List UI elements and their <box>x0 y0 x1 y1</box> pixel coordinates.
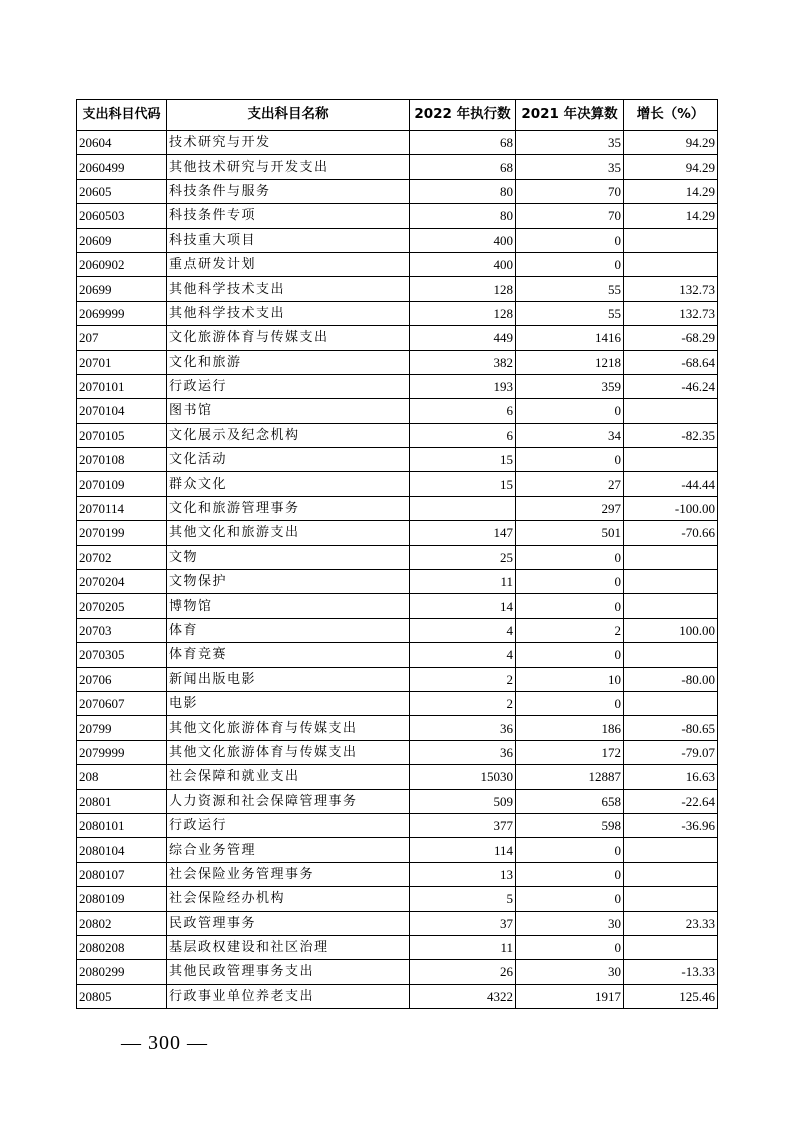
cell-name: 行政运行 <box>167 813 410 837</box>
cell-name: 其他文化旅游体育与传媒支出 <box>167 740 410 764</box>
table-row <box>77 423 718 447</box>
cell-final-2021: 10 <box>516 667 624 691</box>
cell-exec-2022: 2 <box>410 667 516 691</box>
cell-code: 2079999 <box>77 740 167 764</box>
cell-code: 207 <box>77 326 167 350</box>
cell-code: 2080101 <box>77 813 167 837</box>
cell-exec-2022: 15030 <box>410 765 516 789</box>
table-row <box>77 521 718 545</box>
cell-code: 20706 <box>77 667 167 691</box>
table-row <box>77 960 718 984</box>
table-row <box>77 155 718 179</box>
cell-code: 2070114 <box>77 496 167 520</box>
budget-expenditure-table <box>76 99 718 1009</box>
cell-name: 行政运行 <box>167 374 410 398</box>
cell-growth <box>624 887 718 911</box>
table-row <box>77 691 718 715</box>
cell-code: 2070105 <box>77 423 167 447</box>
cell-code: 20799 <box>77 716 167 740</box>
cell-name: 技术研究与开发 <box>167 131 410 155</box>
cell-code: 2080109 <box>77 887 167 911</box>
cell-exec-2022: 4 <box>410 618 516 642</box>
cell-name: 民政管理事务 <box>167 911 410 935</box>
cell-final-2021: 0 <box>516 570 624 594</box>
cell-final-2021: 2 <box>516 618 624 642</box>
cell-exec-2022: 6 <box>410 423 516 447</box>
table-row <box>77 326 718 350</box>
cell-final-2021: 0 <box>516 838 624 862</box>
table-row <box>77 594 718 618</box>
table-row <box>77 131 718 155</box>
table-row <box>77 472 718 496</box>
table-body <box>77 131 718 1009</box>
cell-final-2021: 0 <box>516 545 624 569</box>
cell-name: 新闻出版电影 <box>167 667 410 691</box>
cell-code: 2080107 <box>77 862 167 886</box>
cell-name: 其他文化旅游体育与传媒支出 <box>167 716 410 740</box>
cell-name: 体育 <box>167 618 410 642</box>
cell-growth <box>624 594 718 618</box>
cell-growth: -13.33 <box>624 960 718 984</box>
cell-growth <box>624 252 718 276</box>
cell-code: 2070101 <box>77 374 167 398</box>
cell-exec-2022: 26 <box>410 960 516 984</box>
cell-exec-2022: 114 <box>410 838 516 862</box>
cell-name: 社会保险经办机构 <box>167 887 410 911</box>
cell-growth: 14.29 <box>624 204 718 228</box>
cell-growth: 94.29 <box>624 155 718 179</box>
cell-name: 基层政权建设和社区治理 <box>167 935 410 959</box>
cell-code: 20604 <box>77 131 167 155</box>
cell-code: 2070104 <box>77 399 167 423</box>
table-row <box>77 179 718 203</box>
cell-code: 2070205 <box>77 594 167 618</box>
cell-final-2021: 0 <box>516 594 624 618</box>
cell-code: 2070305 <box>77 643 167 667</box>
cell-final-2021: 0 <box>516 228 624 252</box>
cell-code: 2070109 <box>77 472 167 496</box>
table-row <box>77 618 718 642</box>
cell-name: 文化展示及纪念机构 <box>167 423 410 447</box>
table-row <box>77 911 718 935</box>
cell-final-2021: 0 <box>516 862 624 886</box>
table-header-row <box>77 100 718 131</box>
cell-growth <box>624 570 718 594</box>
cell-growth: 14.29 <box>624 179 718 203</box>
table-row <box>77 643 718 667</box>
cell-code: 2070199 <box>77 521 167 545</box>
cell-exec-2022: 14 <box>410 594 516 618</box>
cell-code: 20699 <box>77 277 167 301</box>
cell-code: 20702 <box>77 545 167 569</box>
table-row <box>77 545 718 569</box>
table-row <box>77 716 718 740</box>
cell-name: 科技条件与服务 <box>167 179 410 203</box>
cell-name: 博物馆 <box>167 594 410 618</box>
table-row <box>77 789 718 813</box>
cell-name: 群众文化 <box>167 472 410 496</box>
cell-growth <box>624 838 718 862</box>
cell-growth <box>624 228 718 252</box>
cell-exec-2022: 80 <box>410 204 516 228</box>
header-code: 支出科目代码 <box>77 100 167 131</box>
cell-name: 科技条件专项 <box>167 204 410 228</box>
cell-name: 文物 <box>167 545 410 569</box>
cell-name: 文化活动 <box>167 448 410 472</box>
cell-final-2021: 0 <box>516 399 624 423</box>
cell-name: 社会保障和就业支出 <box>167 765 410 789</box>
table-row <box>77 838 718 862</box>
cell-growth: -80.00 <box>624 667 718 691</box>
cell-exec-2022: 15 <box>410 472 516 496</box>
cell-code: 2080104 <box>77 838 167 862</box>
cell-code: 2080299 <box>77 960 167 984</box>
cell-exec-2022: 2 <box>410 691 516 715</box>
cell-growth <box>624 399 718 423</box>
cell-exec-2022: 400 <box>410 252 516 276</box>
table-row <box>77 935 718 959</box>
cell-growth: -36.96 <box>624 813 718 837</box>
cell-final-2021: 30 <box>516 960 624 984</box>
cell-name: 社会保险业务管理事务 <box>167 862 410 886</box>
cell-growth <box>624 545 718 569</box>
cell-final-2021: 1218 <box>516 350 624 374</box>
header-final-2021: 2021 年决算数 <box>516 100 624 131</box>
header-growth: 增长（%） <box>624 100 718 131</box>
cell-final-2021: 0 <box>516 252 624 276</box>
cell-name: 文化和旅游 <box>167 350 410 374</box>
cell-exec-2022: 128 <box>410 277 516 301</box>
cell-exec-2022: 37 <box>410 911 516 935</box>
table-row <box>77 496 718 520</box>
cell-final-2021: 1917 <box>516 984 624 1008</box>
cell-code: 20701 <box>77 350 167 374</box>
cell-exec-2022: 193 <box>410 374 516 398</box>
cell-growth: 94.29 <box>624 131 718 155</box>
cell-final-2021: 0 <box>516 691 624 715</box>
cell-name: 行政事业单位养老支出 <box>167 984 410 1008</box>
cell-code: 2060503 <box>77 204 167 228</box>
cell-final-2021: 12887 <box>516 765 624 789</box>
cell-growth: 23.33 <box>624 911 718 935</box>
cell-growth <box>624 643 718 667</box>
cell-name: 人力资源和社会保障管理事务 <box>167 789 410 813</box>
cell-name: 其他技术研究与开发支出 <box>167 155 410 179</box>
cell-final-2021: 598 <box>516 813 624 837</box>
cell-final-2021: 186 <box>516 716 624 740</box>
table-row <box>77 277 718 301</box>
table-row <box>77 301 718 325</box>
cell-code: 20801 <box>77 789 167 813</box>
cell-exec-2022: 509 <box>410 789 516 813</box>
cell-name: 其他科学技术支出 <box>167 277 410 301</box>
cell-exec-2022: 400 <box>410 228 516 252</box>
cell-exec-2022: 68 <box>410 155 516 179</box>
table-row <box>77 204 718 228</box>
cell-growth: -100.00 <box>624 496 718 520</box>
cell-exec-2022: 13 <box>410 862 516 886</box>
cell-final-2021: 658 <box>516 789 624 813</box>
cell-code: 2069999 <box>77 301 167 325</box>
table-row <box>77 740 718 764</box>
cell-growth: 132.73 <box>624 277 718 301</box>
cell-growth: 16.63 <box>624 765 718 789</box>
cell-name: 文化和旅游管理事务 <box>167 496 410 520</box>
table-row <box>77 350 718 374</box>
cell-growth: 125.46 <box>624 984 718 1008</box>
cell-final-2021: 359 <box>516 374 624 398</box>
cell-final-2021: 1416 <box>516 326 624 350</box>
cell-growth <box>624 862 718 886</box>
table-row <box>77 862 718 886</box>
cell-growth: -44.44 <box>624 472 718 496</box>
cell-growth: -68.29 <box>624 326 718 350</box>
cell-code: 20605 <box>77 179 167 203</box>
table-row <box>77 448 718 472</box>
cell-growth: -22.64 <box>624 789 718 813</box>
cell-final-2021: 297 <box>516 496 624 520</box>
cell-name: 科技重大项目 <box>167 228 410 252</box>
cell-code: 20609 <box>77 228 167 252</box>
cell-exec-2022: 5 <box>410 887 516 911</box>
table-row <box>77 984 718 1008</box>
cell-growth: -70.66 <box>624 521 718 545</box>
cell-final-2021: 35 <box>516 131 624 155</box>
cell-code: 2070607 <box>77 691 167 715</box>
cell-name: 电影 <box>167 691 410 715</box>
cell-final-2021: 0 <box>516 887 624 911</box>
cell-final-2021: 30 <box>516 911 624 935</box>
cell-exec-2022: 15 <box>410 448 516 472</box>
cell-final-2021: 70 <box>516 179 624 203</box>
cell-growth: -80.65 <box>624 716 718 740</box>
cell-exec-2022: 377 <box>410 813 516 837</box>
cell-exec-2022: 449 <box>410 326 516 350</box>
header-name: 支出科目名称 <box>167 100 410 131</box>
cell-code: 20805 <box>77 984 167 1008</box>
cell-final-2021: 0 <box>516 935 624 959</box>
table-row <box>77 570 718 594</box>
cell-name: 文化旅游体育与传媒支出 <box>167 326 410 350</box>
cell-name: 重点研发计划 <box>167 252 410 276</box>
cell-name: 综合业务管理 <box>167 838 410 862</box>
cell-name: 体育竞赛 <box>167 643 410 667</box>
cell-code: 2070204 <box>77 570 167 594</box>
cell-final-2021: 501 <box>516 521 624 545</box>
cell-code: 208 <box>77 765 167 789</box>
cell-name: 其他文化和旅游支出 <box>167 521 410 545</box>
table-row <box>77 813 718 837</box>
table-row <box>77 374 718 398</box>
cell-exec-2022: 147 <box>410 521 516 545</box>
cell-exec-2022: 4 <box>410 643 516 667</box>
cell-growth: -68.64 <box>624 350 718 374</box>
cell-exec-2022: 68 <box>410 131 516 155</box>
cell-exec-2022: 4322 <box>410 984 516 1008</box>
cell-growth: 132.73 <box>624 301 718 325</box>
cell-code: 2070108 <box>77 448 167 472</box>
cell-exec-2022: 11 <box>410 570 516 594</box>
table-row <box>77 667 718 691</box>
cell-growth: -82.35 <box>624 423 718 447</box>
table-row <box>77 228 718 252</box>
cell-code: 2060902 <box>77 252 167 276</box>
cell-growth <box>624 448 718 472</box>
cell-final-2021: 172 <box>516 740 624 764</box>
cell-growth <box>624 935 718 959</box>
cell-exec-2022: 382 <box>410 350 516 374</box>
cell-exec-2022: 36 <box>410 716 516 740</box>
cell-growth: -46.24 <box>624 374 718 398</box>
cell-final-2021: 70 <box>516 204 624 228</box>
cell-exec-2022: 25 <box>410 545 516 569</box>
cell-growth: 100.00 <box>624 618 718 642</box>
cell-exec-2022: 11 <box>410 935 516 959</box>
table-row <box>77 887 718 911</box>
table-row <box>77 765 718 789</box>
cell-name: 图书馆 <box>167 399 410 423</box>
cell-exec-2022: 80 <box>410 179 516 203</box>
cell-code: 2080208 <box>77 935 167 959</box>
cell-code: 20703 <box>77 618 167 642</box>
cell-final-2021: 27 <box>516 472 624 496</box>
table-row <box>77 399 718 423</box>
cell-final-2021: 34 <box>516 423 624 447</box>
cell-final-2021: 55 <box>516 301 624 325</box>
cell-growth: -79.07 <box>624 740 718 764</box>
cell-code: 20802 <box>77 911 167 935</box>
table-row <box>77 252 718 276</box>
cell-code: 2060499 <box>77 155 167 179</box>
header-exec-2022: 2022 年执行数 <box>410 100 516 131</box>
cell-exec-2022: 6 <box>410 399 516 423</box>
cell-name: 其他科学技术支出 <box>167 301 410 325</box>
page-number: — 300 — <box>121 1032 208 1054</box>
cell-exec-2022 <box>410 496 516 520</box>
cell-exec-2022: 36 <box>410 740 516 764</box>
cell-final-2021: 0 <box>516 643 624 667</box>
cell-final-2021: 0 <box>516 448 624 472</box>
cell-name: 文物保护 <box>167 570 410 594</box>
cell-final-2021: 35 <box>516 155 624 179</box>
cell-name: 其他民政管理事务支出 <box>167 960 410 984</box>
cell-exec-2022: 128 <box>410 301 516 325</box>
cell-growth <box>624 691 718 715</box>
cell-final-2021: 55 <box>516 277 624 301</box>
